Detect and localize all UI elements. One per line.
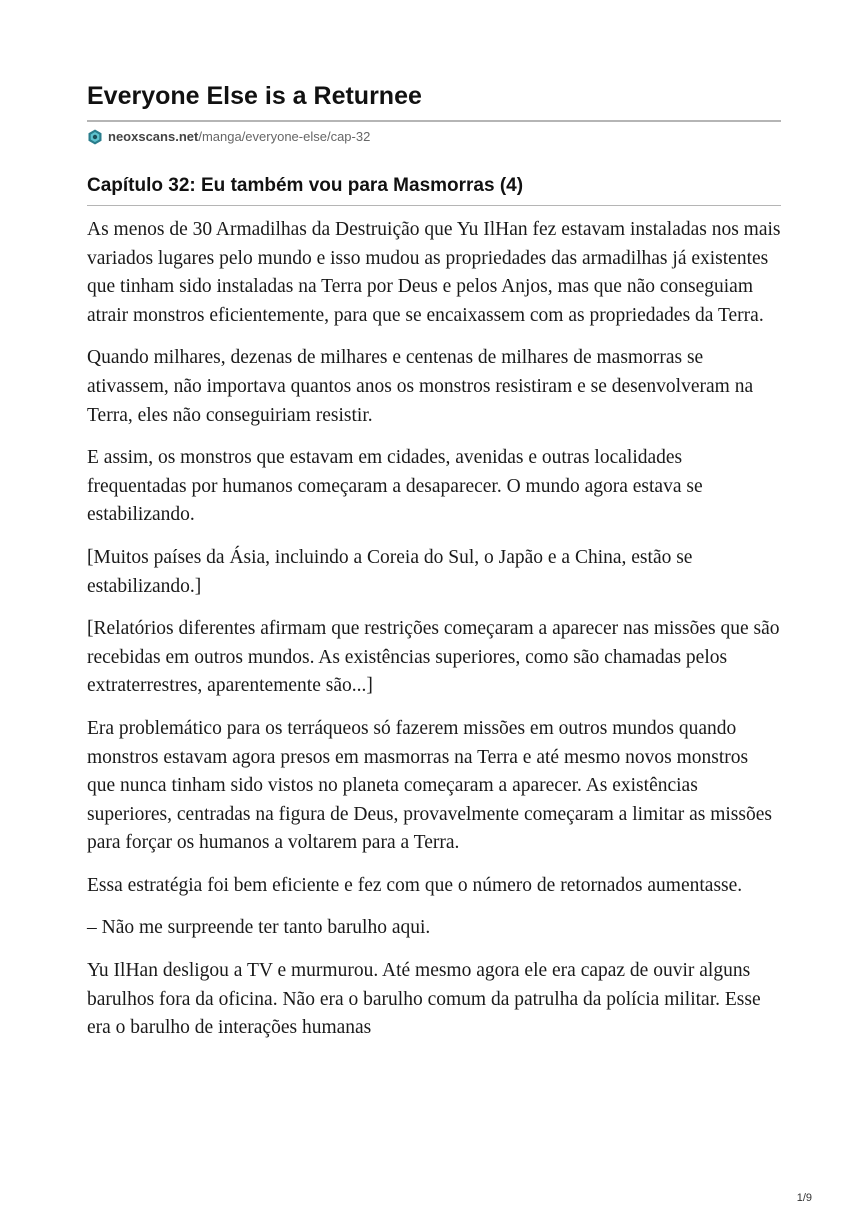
chapter-body [87,216,781,1043]
document-page [87,80,781,1057]
site-favicon-icon [87,129,103,145]
paragraph: [Relatórios diferentes afirmam que restrições começaram a aparecer nas missões que são recebidas em outros mundos. As existências superiores, como são chamadas pelos extraterrestres, aparentemente são...] [87,618,780,697]
source-domain[interactable]: neoxscans.net [108,129,199,144]
paragraph: – Não me surpreende ter tanto barulho aqui. [87,917,431,939]
title-divider [87,120,781,122]
source-path[interactable]: /manga/everyone-else/cap-32 [198,129,371,144]
paragraph: Yu IlHan desligou a TV e murmurou. Até mesmo agora ele era capaz de ouvir alguns barulhos fora da oficina. Não era o barulho comum da patrulha da polícia militar. Esse era o barulho de interações humanas [87,960,761,1039]
paragraph: [Muitos países da Ásia, incluindo a Coreia do Sul, o Japão e a China, estão se estabilizando.] [87,546,693,597]
paragraph: E assim, os monstros que estavam em cidades, avenidas e outras localidades frequentadas por humanos começaram a desaparecer. O mundo agora estava se estabilizando. [87,447,703,526]
paragraph: Quando milhares, dezenas de milhares e centenas de milhares de masmorras se ativassem, não importava quantos anos os monstros resistiram e se desenvolveram na Terra, eles não conseguiriam resistir. [87,347,754,426]
chapter-divider [87,205,781,206]
paragraph: Essa estratégia foi bem eficiente e fez com que o número de retornados aumentasse. [87,874,743,896]
document-title: Everyone Else is a Returnee [87,82,422,110]
page-number: 1/9 [796,1192,812,1204]
chapter-heading: Capítulo 32: Eu também vou para Masmorras (4) [87,175,524,196]
paragraph: Era problemático para os terráqueos só fazerem missões em outros mundos quando monstros estavam agora presos em masmorras na Terra e até mesmo novos monstros que nunca tinham sido vistos no planeta começaram a aparecer. As existências superiores, centradas na figura de Deus, provavelmente começaram a limitar as missões para forçar os humanos a voltarem para a Terra. [87,717,772,854]
paragraph: As menos de 30 Armadilhas da Destruição que Yu IlHan fez estavam instaladas nos mais variados lugares pelo mundo e isso mudou as propriedades das armadilhas já existentes que tinham sido instaladas na Terra por Deus e pelos Anjos, mas que não conseguiam atrair monstros eficientemente, para que se encaixassem com as propriedades da Terra. [87,219,781,326]
source-link[interactable] [87,128,781,146]
